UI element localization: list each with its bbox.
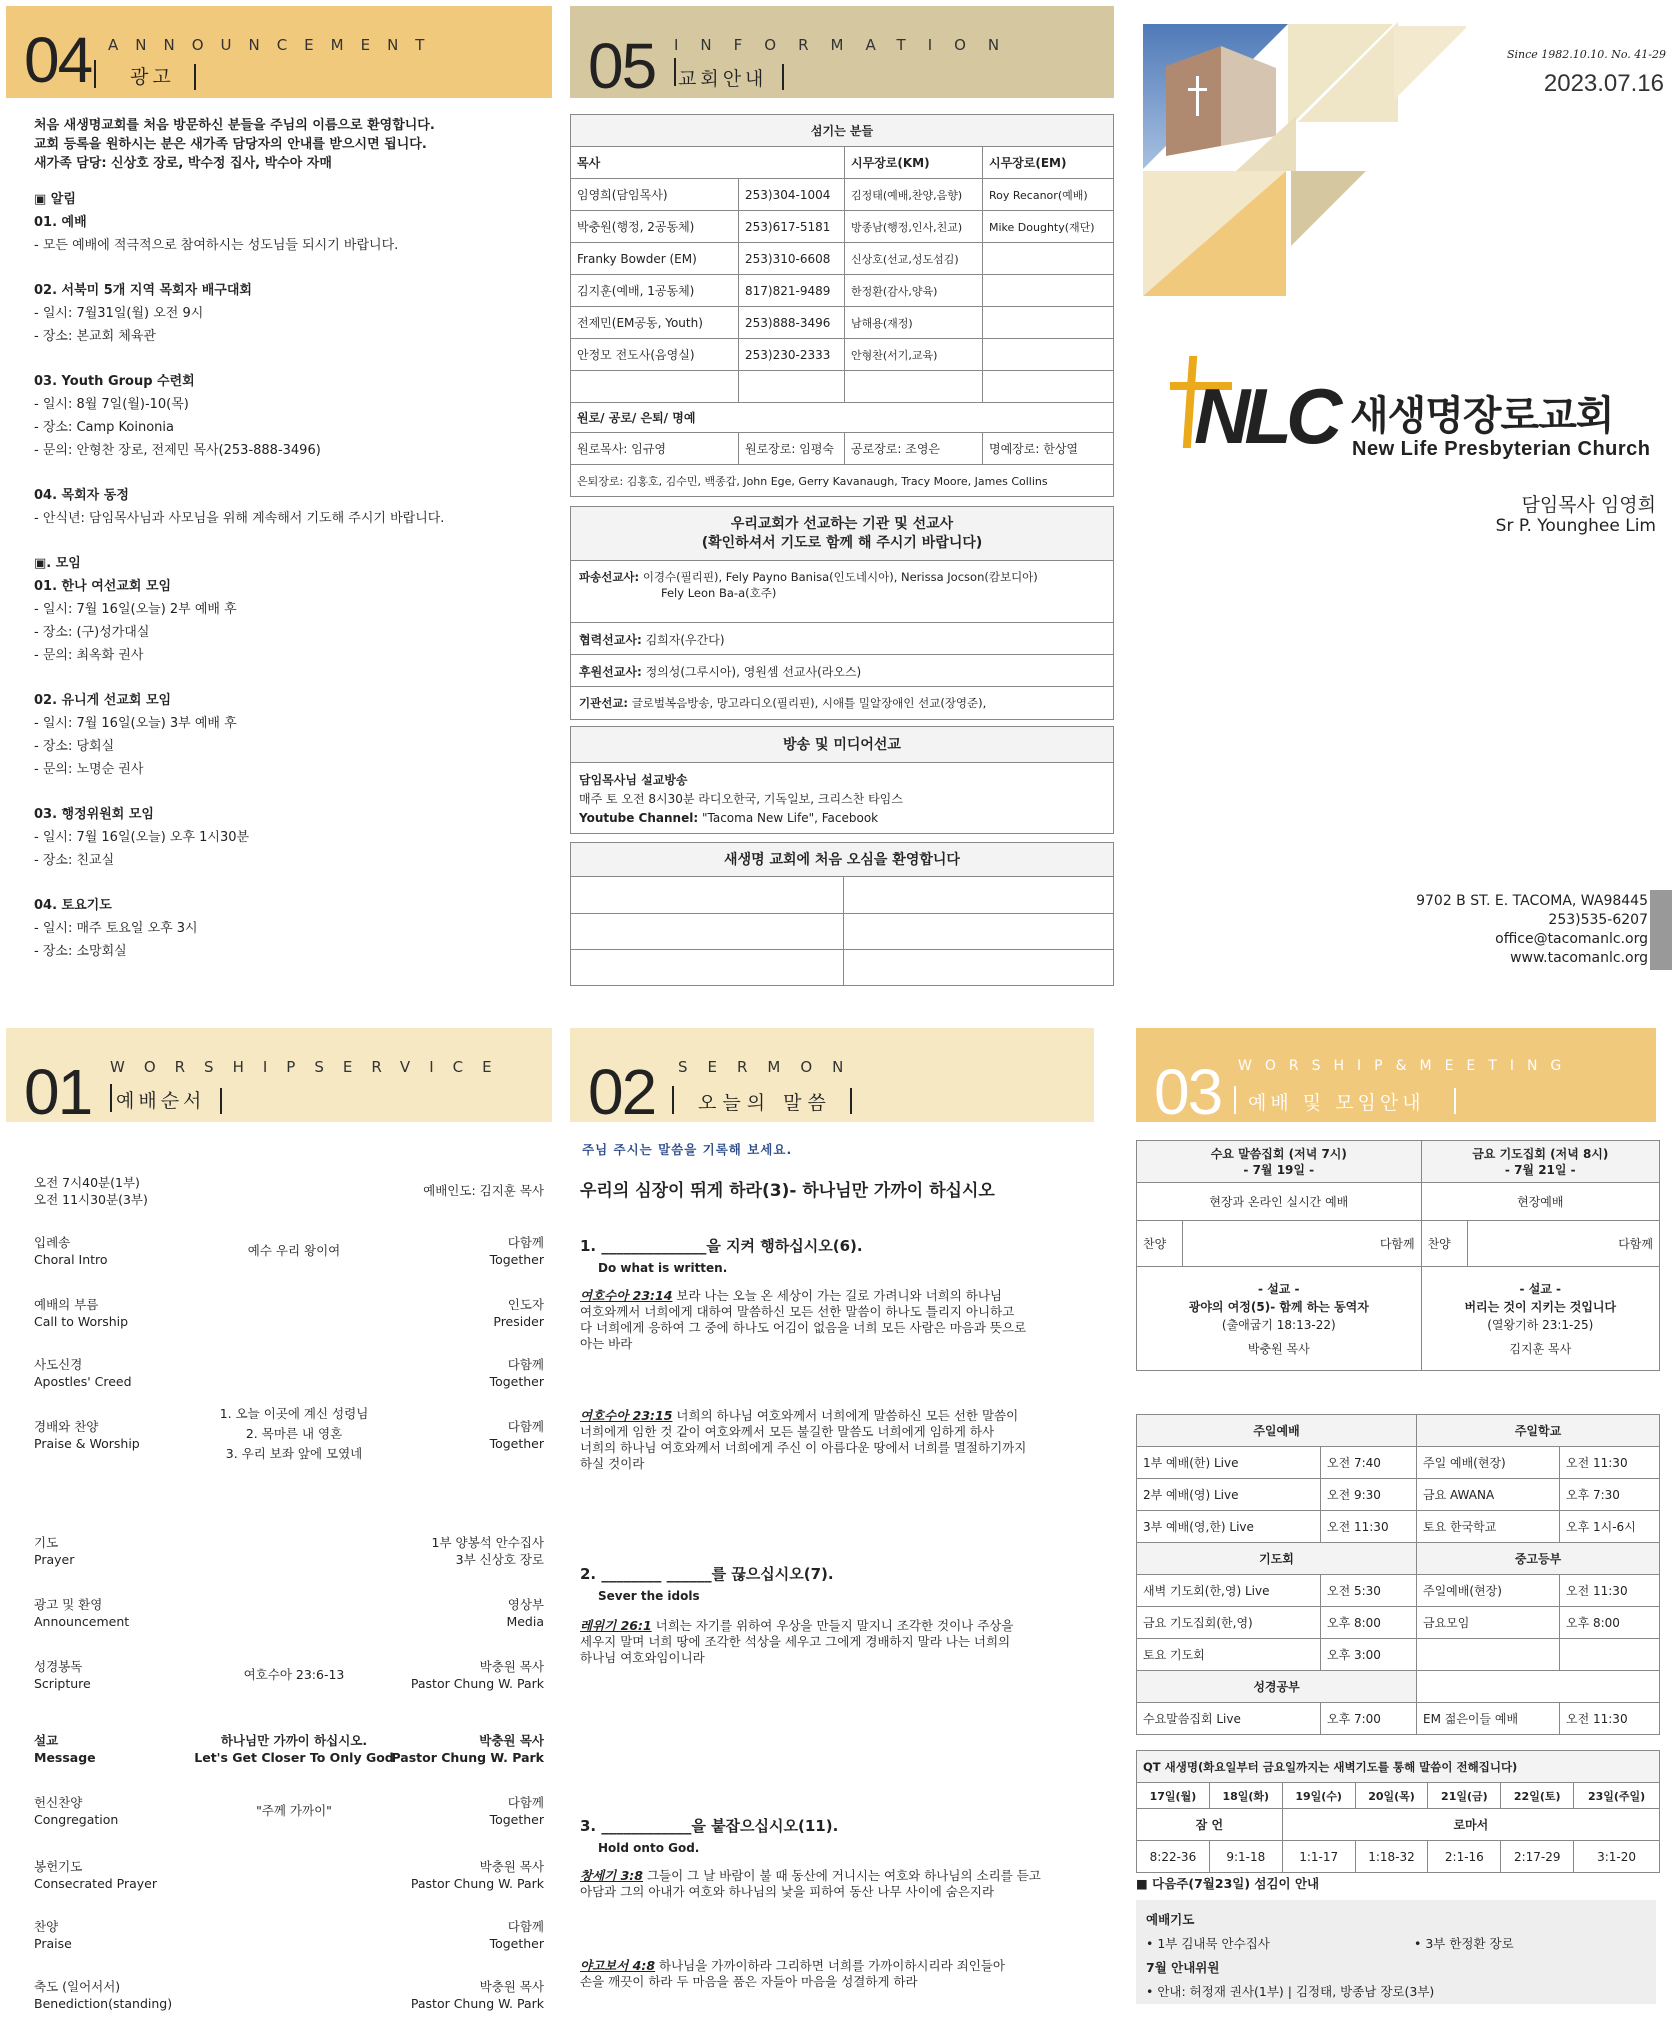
staff-cell: 임영희(담임목사) (571, 179, 739, 211)
item-kor: 입례송 (34, 1235, 71, 1250)
section-kor-title: 예배순서 (116, 1090, 206, 1112)
staff-cell: 253)617-5181 (739, 211, 845, 243)
notice-title: 03. 행정위원회 모임 (34, 807, 154, 822)
verse-ref: 여호수아 23:15 (580, 1408, 673, 1423)
notice-line: - 일시: 8월 7일(월)-10(목) (34, 397, 189, 412)
item-eng: Announcement (34, 1614, 130, 1629)
item-detail: "주께 가까이" (256, 1803, 332, 1818)
church-address: 9702 B ST. E. TACOMA, WA98445 253)535-6207 office@tacomanlc.org www.tacomanlc.org (1416, 893, 1648, 966)
verse-text: 보라 나는 오늘 온 세상이 가는 길로 가려니와 너희의 하나님 (672, 1288, 1002, 1303)
item-leader-eng: Together (489, 1436, 544, 1451)
staff-cell: 방종남(행정,인사,친교) (845, 211, 983, 243)
notice-title: 01. 예배 (34, 215, 87, 230)
staff-cell: Mike Doughty(재단) (983, 211, 1114, 243)
verse-text: 너희의 하나님 여호와께서 너희에게 말씀하신 모든 선한 말씀이 (672, 1408, 1019, 1423)
schedule-cell: EM 젊은이들 예배 (1417, 1703, 1560, 1735)
scripture-verse (580, 1408, 1095, 1472)
sermon-point: 2. ________ ______를 끊으십시오(7). (580, 1565, 834, 1583)
staff-cell: 253)310-6608 (739, 243, 845, 275)
bulletin-date: 2023.07.16 (1543, 70, 1664, 97)
staff-cell: Franky Bowder (EM) (571, 243, 739, 275)
staff-row (571, 243, 1114, 275)
meeting-panel (1136, 1028, 1676, 2036)
item-leader: 1부 양봉석 안수집사 (431, 1535, 544, 1550)
staff-table: 섬기는 분들 목사 시무장로(KM) 시무장로(EM) 임영희(담임목사) 253)304-1004 김정태(예배,찬양,음향) Roy Recanor(예배) 박충원(행정, 2공동체) 253)617-5181 방종남(행정,인사,친교) Mike Doughty(재단) Franky Bowder (EM) 253)310-6608 신상호(선교,성도섬김) 김지훈(예배, 1공동체) 817)821-9489 한정환(감사,양육) 전제민(EM공동, Youth) 253)888-3496 남해용(재정) 안정모 전도사(음영실) 253)230-2333 안형찬(서기,교육) 원로/ 공로/ 은퇴/ 명예 원로목사: 임규영 원로장로: 임평숙 공로장로: 조영은 명예장로: 한상열 은퇴장로: 김홍호, 김수민, 백종갑, John Ege, Gerry Kavanaugh, Tracy Moore, James Collins (570, 114, 1114, 497)
sermon-point-eng: Do what is written. (598, 1261, 728, 1275)
notice-line: - 일시: 7월31일(월) 오전 9시 (34, 306, 204, 321)
verse-text: 그들이 그 날 바람이 불 때 동산에 거니시는 여호와 하나님의 소리를 듣고 (642, 1868, 1041, 1883)
verse-text: 손을 깨끗이 하라 두 마음을 품은 자들아 마음을 성결하게 하라 (580, 1974, 918, 1989)
schedule-row (1137, 1607, 1660, 1639)
staff-cell: Roy Recanor(예배) (983, 179, 1114, 211)
staff-cell (983, 275, 1114, 307)
announcement-panel (6, 6, 552, 1004)
staff-cell: 전제민(EM공동, Youth) (571, 307, 739, 339)
notice-line: - 모든 예배에 적극적으로 참여하시는 성도님들 되시기 바랍니다. (34, 238, 399, 253)
qt-refs-row (1137, 1841, 1660, 1873)
schedule-row (1137, 1447, 1660, 1479)
schedule-header-row: 주일예배 주일학교 (1137, 1415, 1660, 1447)
item-eng: Message (34, 1750, 96, 1765)
notice-line: - 안식년: 담임목사님과 사모님을 위해 계속해서 기도해 주시기 바랍니다. (34, 511, 445, 526)
schedule-cell: 금요 기도집회(한,영) (1137, 1607, 1321, 1639)
qt-day: 20일(목) (1355, 1783, 1428, 1809)
section-header (6, 1028, 552, 1128)
item-leader: 영상부 (507, 1597, 544, 1612)
schedule-cell: 금요모임 (1417, 1607, 1560, 1639)
schedule-cell: 오후 3:00 (1321, 1639, 1417, 1671)
notice-list (34, 188, 444, 963)
schedule-cell: 오전 9:30 (1321, 1479, 1417, 1511)
item-leader: 다함께 (507, 1419, 544, 1434)
staff-row (571, 179, 1114, 211)
verse-ref: 야고보서 4:8 (580, 1958, 656, 1973)
schedule-cell: 오전 11:30 (1560, 1447, 1660, 1479)
verse-text: 하실 것이라 (580, 1456, 645, 1471)
section-kor-title: 예배 및 모임안내 (1248, 1092, 1425, 1114)
notice-line: - 장소: 당회실 (34, 739, 115, 754)
section-eng-title: ANNOUNCEMENT (108, 36, 442, 54)
staff-cell: 남해용(재정) (845, 307, 983, 339)
item-leader-eng: Presider (493, 1314, 544, 1329)
schedule-row (1137, 1511, 1660, 1543)
item-detail: 3. 우리 보좌 앞에 모였네 (225, 1446, 363, 1461)
staff-cell: 김지훈(예배, 1공동체) (571, 275, 739, 307)
welcome-text: 처음 새생명교회를 처음 방문하신 분들을 주님의 이름으로 환영합니다. 교회 등록을 원하시는 분은 새가족 담당자의 안내를 받으시면 됩니다. 새가족 담당: 신상호 장로, 박수정 집사, 박수아 자매 (34, 118, 435, 171)
schedule-cell: 토요 기도회 (1137, 1639, 1321, 1671)
section-eng-title: INFORMATION (674, 36, 1022, 54)
item-leader-eng: Pastor Chung W. Park (410, 1676, 544, 1691)
sermon-panel (570, 1028, 1100, 2036)
qt-ref: 2:1-16 (1428, 1841, 1501, 1873)
qt-day: 19일(수) (1282, 1783, 1355, 1809)
section-label: ▣. 모임 (34, 556, 81, 571)
welcome-box: 새생명 교회에 처음 오심을 환영합니다 (570, 842, 1114, 986)
staff-cell (983, 243, 1114, 275)
notice-line: - 문의: 노명순 권사 (34, 762, 144, 777)
verse-text: 하나님 여호와임이니라 (580, 1650, 705, 1665)
item-kor: 헌신찬양 (34, 1795, 83, 1810)
item-leader: 박충원 목사 (479, 1659, 544, 1674)
item-leader-eng: 3부 신상호 장로 (455, 1552, 544, 1567)
scripture-verse (580, 1868, 1095, 1900)
verse-ref: 레위기 26:1 (580, 1618, 652, 1633)
schedule-cell: 수요말씀집회 Live (1137, 1703, 1321, 1735)
item-leader-eng: Together (489, 1936, 544, 1951)
schedule-cell: 3부 예배(영,한) Live (1137, 1511, 1321, 1543)
item-eng: Consecrated Prayer (34, 1876, 158, 1891)
notice-line: - 일시: 7월 16일(오늘) 2부 예배 후 (34, 602, 237, 617)
verse-ref: 창세기 3:8 (580, 1868, 643, 1883)
qt-ref: 1:18-32 (1355, 1841, 1428, 1873)
sermon-point: 1. ______________을 지켜 행하십시오(6). (580, 1237, 863, 1255)
verse-text: 너희는 자기를 위하여 우상을 만들지 말지니 조각한 것이나 주상을 (651, 1618, 1014, 1633)
staff-row (571, 211, 1114, 243)
notice-line: - 장소: 친교실 (34, 853, 115, 868)
schedule-cell: 오후 7:00 (1321, 1703, 1417, 1735)
staff-cell: 안정모 전도사(음영실) (571, 339, 739, 371)
sermon-intro: 주님 주시는 말씀을 기록해 보세요. (582, 1142, 793, 1157)
verse-text: 너희의 하나님 여호와께서 너희에게 주신 이 아름다운 땅에서 너희를 멸절하기까지 (580, 1440, 1027, 1455)
media-box: 방송 및 미디어선교 담임목사님 설교방송 매주 토 오전 8시30분 라디오한국, 기독일보, 크리스찬 타임스 Youtube Channel: "Tacoma New Life", Facebook (570, 726, 1114, 834)
notice-line: - 문의: 최옥화 권사 (34, 648, 144, 663)
section-kor-title: 교회안내 (678, 68, 768, 90)
schedule-cell: 금요 AWANA (1417, 1479, 1560, 1511)
qt-table: QT 새생명(화요일부터 금요일까지는 새벽기도를 통해 말씀이 전해집니다) 17일(월) 18일(화) 19일(수) 20일(목) 21일(금) 22일(토) 23일(주일) 잠 언 로마서 8:22-36 9:1-18 1:1-17 1:18-32 2:1-16 2:17-29 3:1-20 (1136, 1750, 1660, 1873)
item-kor: 설교 (34, 1733, 59, 1748)
item-detail: 여호수아 23:6-13 (243, 1667, 345, 1682)
notice-title: 01. 한나 여선교회 모임 (34, 579, 172, 594)
item-eng: Congregation (34, 1812, 119, 1827)
schedule-cell: 오전 11:30 (1560, 1575, 1660, 1607)
church-logo (1170, 356, 1670, 486)
scripture-verse (580, 1288, 1095, 1352)
section-kor-title: 광고 (130, 66, 175, 88)
sermon-point: 3. ____________을 붙잡으십시오(11). (580, 1817, 839, 1835)
cover-graphic (1136, 6, 1466, 306)
missions-box: 우리교회가 선교하는 기관 및 선교사 (확인하셔서 기도로 함께 해 주시기 바랍니다) 파송선교사: 이경수(필리핀), Fely Payno Banisa(인도네시아), Nerissa Jocson(캄보디아) Fely Leon Ba-a(호주) 협력선교사: 김희자(우간다) 후원선교사: 정의성(그루시아), 영원셈 선교사(라오스) 기관선교: 글로벌복음방송, 망고라디오(필리핀), 시애틀 밀알장애인 선교(장영준), (570, 506, 1114, 720)
notice-line: - 일시: 7월 16일(오늘) 3부 예배 후 (34, 716, 237, 731)
cover-panel (1136, 6, 1676, 996)
schedule-cell: 오전 11:30 (1560, 1703, 1660, 1735)
notice-title: 02. 서북미 5개 지역 목회자 배구대회 (34, 283, 252, 298)
schedule-row (1137, 1575, 1660, 1607)
item-leader-eng: Together (489, 1252, 544, 1267)
staff-cell: 박충원(행정, 2공동체) (571, 211, 739, 243)
schedule-cell (1560, 1639, 1660, 1671)
item-detail: 2. 목마른 내 영혼 (245, 1426, 343, 1441)
item-leader: 다함께 (507, 1235, 544, 1250)
since-text: Since 1982.10.10. No. 41-29 (1506, 48, 1666, 61)
notice-line: - 일시: 매주 토요일 오후 3시 (34, 921, 198, 936)
staff-row (571, 307, 1114, 339)
church-name-eng: New Life Presbyterian Church (1352, 438, 1651, 460)
church-name-kor: 새생명장로교회 (1350, 393, 1614, 439)
schedule-cell: 주일예배(현장) (1417, 1575, 1560, 1607)
item-kor: 예배의 부름 (34, 1297, 99, 1312)
staff-cell: 김정태(예배,찬양,음향) (845, 179, 983, 211)
item-leader-eng: Pastor Chung W. Park (410, 1996, 544, 2011)
item-leader: 박충원 목사 (479, 1733, 544, 1748)
notice-line: - 장소: 본교회 체육관 (34, 329, 156, 344)
item-leader: 다함께 (507, 1919, 544, 1934)
verse-text: 아는 바라 (580, 1336, 633, 1351)
sermon-point-eng: Hold onto God. (598, 1841, 700, 1855)
item-leader: 다함께 (507, 1357, 544, 1372)
item-eng: Benediction(standing) (34, 1996, 173, 2011)
item-kor: 기도 (34, 1535, 59, 1550)
notice-title: 04. 토요기도 (34, 898, 112, 913)
scripture-verse (580, 1618, 1095, 1666)
item-leader: 다함께 (507, 1795, 544, 1810)
item-leader-eng: Media (506, 1614, 544, 1629)
staff-cell: 한정환(감사,양육) (845, 275, 983, 307)
weekly-schedule-table: 주일예배 주일학교 1부 예배(한) Live 오전 7:40 주일 예배(현장) 오전 11:30 2부 예배(영) Live 오전 9:30 금요 AWANA 오후 7:30 3부 예배(영,한) Live 오전 11:30 토요 한국학교 오후 1시-6시 기도회 중고등부 새벽 기도회(한,영) Live 오전 5:30 주일예배(현장) 오전 11:30 금요 기도집회(한,영) 오후 8:00 금요모임 오후 8:00 토요 기도회 오후 3:00 성경공부 수요말씀집회 Live 오후 7:00 EM 젊은이들 예배 오전 11:30 (1136, 1414, 1660, 1735)
staff-cell (983, 307, 1114, 339)
item-leader-eng: Together (489, 1812, 544, 1827)
item-kor: 광고 및 환영 (34, 1597, 103, 1612)
item-leader-eng: Pastor Chung W. Park (410, 1876, 544, 1891)
worship-panel: 01 WORSHIPSERVICE 예배순서 오전 7시40분(1부) 오전 11시30분(3부) 예배인도: 김지훈 목사 입례송 Choral Intro 예수 우리 왕이여 다함께 Together 예배의 부름 Call to Worship 인도자 Presider 사도신경 Apostles' Creed 다함께 Together 경배와 찬양 Praise & Worship 1. 오늘 이곳에 계신 성령님 2. 목마른 내 영혼 3. 우리 보좌 앞에 모였네 다함께 Together 기도 Prayer 1부 양봉석 안수집사 3부 신상호 장로 광고 및 환영 Announcement 영상부 Media 성경봉독 Scripture 여호수아 23:6-13 박충원 목사 Pastor Chung W. Park 설교 Message 하나님만 가까이 하십시오. Let's Get Closer To Only God 박충원 목사 Pastor Chung W. Park 헌신찬양 Congregation "주께 가까이" 다함께 Together 봉헌기도 Consecrated Prayer 박충원 목사 Pastor Chung W. Park 찬양 Praise 다함께 Together 축도 (일어서서) Benediction(standing) 박충원 목사 Pastor Chung W. Park (6, 1028, 552, 2036)
notice-line: - 장소: (구)성가대실 (34, 625, 150, 640)
item-kor: 사도신경 (34, 1357, 83, 1372)
item-kor: 경배와 찬양 (34, 1419, 99, 1434)
schedule-cell: 오전 11:30 (1321, 1511, 1417, 1543)
staff-cell: 신상호(선교,성도섬김) (845, 243, 983, 275)
verse-ref: 여호수아 23:14 (580, 1288, 673, 1303)
staff-title: 섬기는 분들 (571, 115, 1114, 147)
schedule-cell: 2부 예배(영) Live (1137, 1479, 1321, 1511)
item-leader: 박충원 목사 (479, 1979, 544, 1994)
staff-cell (983, 339, 1114, 371)
logo-letters: NLC (1194, 372, 1337, 460)
item-kor: 성경봉독 (34, 1659, 83, 1674)
qt-day: 17일(월) (1137, 1783, 1210, 1809)
staff-cell: 253)304-1004 (739, 179, 845, 211)
section-number: 02 (588, 1056, 656, 1128)
pastor-eng: Sr P. Younghee Lim (1495, 516, 1656, 536)
item-leader: 박충원 목사 (479, 1859, 544, 1874)
item-detail: 1. 오늘 이곳에 계신 성령님 (219, 1406, 369, 1421)
section-eng-title: WORSHIPSERVICE (110, 1058, 511, 1076)
qt-ref: 8:22-36 (1137, 1841, 1210, 1873)
item-eng: Praise & Worship (34, 1436, 140, 1451)
section-header (6, 6, 552, 98)
notice-title: 04. 목회자 동정 (34, 488, 129, 503)
item-detail: 하나님만 가까이 하십시오. (220, 1733, 368, 1748)
schedule-row (1137, 1479, 1660, 1511)
section-number: 01 (24, 1056, 92, 1128)
item-leader-eng: Together (489, 1374, 544, 1389)
item-eng: Prayer (34, 1552, 75, 1567)
section-number: 05 (588, 30, 656, 102)
schedule-cell: 오후 1시-6시 (1560, 1511, 1660, 1543)
notice-line: - 장소: 소망회실 (34, 944, 127, 959)
section-number: 03 (1154, 1056, 1222, 1128)
next-week-box: 예배기도 • 1부 김내묵 안수집사 • 3부 한정환 장로 7월 안내위원 • 안내: 허정재 권사(1부) | 김정태, 방종남 장로(3부) (1136, 1900, 1656, 2004)
staff-row (571, 275, 1114, 307)
verse-text: 아담과 그의 아내가 여호와 하나님의 낯을 피하여 동산 나무 사이에 숨은지라 (580, 1884, 995, 1899)
verse-text: 너희에게 임한 것 같이 여호와께서 모든 불길한 말씀도 너희에게 임하게 하사 (580, 1424, 995, 1439)
schedule-header-row: 기도회 중고등부 (1137, 1543, 1660, 1575)
qt-ref: 1:1-17 (1282, 1841, 1355, 1873)
next-week-label: ■ 다음주(7월23일) 섬김이 안내 (1136, 1876, 1320, 1891)
staff-cell: 안형찬(서기,교육) (845, 339, 983, 371)
section-header (570, 6, 1114, 102)
qt-ref: 2:17-29 (1501, 1841, 1574, 1873)
item-eng: Call to Worship (34, 1314, 129, 1329)
section-eng-title: WORSHIP&MEETING (1238, 1058, 1575, 1074)
item-eng: Choral Intro (34, 1252, 108, 1267)
section-number: 04 (24, 24, 92, 96)
section-header (1136, 1028, 1656, 1128)
qt-day: 21일(금) (1428, 1783, 1501, 1809)
notice-line: - 일시: 7월 16일(오늘) 오후 1시30분 (34, 830, 250, 845)
staff-cell: 253)888-3496 (739, 307, 845, 339)
item-kor: 봉헌기도 (34, 1859, 83, 1874)
staff-cell: 817)821-9489 (739, 275, 845, 307)
notice-title: 03. Youth Group 수련회 (34, 374, 195, 389)
qt-days-row (1137, 1783, 1660, 1809)
schedule-row (1137, 1703, 1660, 1735)
qt-ref: 9:1-18 (1209, 1841, 1282, 1873)
sermon-title: 우리의 심장이 뛰게 하라(3)- 하나님만 가까이 하십시오 (580, 1181, 995, 1201)
schedule-cell (1417, 1639, 1560, 1671)
schedule-row (1137, 1639, 1660, 1671)
verse-text: 여호와께서 너희에게 대하여 말씀하신 모든 선한 말씀이 하나도 틀리지 아니하고 (580, 1304, 1015, 1319)
schedule-cell: 1부 예배(한) Live (1137, 1447, 1321, 1479)
staff-row (571, 339, 1114, 371)
qt-day: 18일(화) (1209, 1783, 1282, 1809)
item-leader-eng: Pastor Chung W. Park (391, 1750, 544, 1765)
section-eng-title: SERMON (678, 1058, 864, 1076)
verse-text: 다 너희에게 응하여 그 중에 하나도 어김이 없음을 너희 모든 사람은 마음과 뜻으로 (580, 1320, 1027, 1335)
notice-line: - 문의: 안형찬 장로, 전제민 목사(253-888-3496) (34, 443, 321, 458)
qt-day: 23일(주일) (1574, 1783, 1660, 1809)
schedule-cell: 토요 한국학교 (1417, 1511, 1560, 1543)
staff-cell: 253)230-2333 (739, 339, 845, 371)
verse-text: 하나님을 가까이하라 그리하면 너희를 가까이하시리라 죄인들아 (655, 1958, 1005, 1973)
item-eng: Praise (34, 1936, 72, 1951)
scripture-verse (580, 1958, 1095, 1990)
sermon-point-eng: Sever the idols (598, 1589, 700, 1603)
midweek-table: 수요 말씀집회 (저녁 7시) - 7월 19일 - 금요 기도집회 (저녁 8시) - 7월 21일 - 현장과 온라인 실시간 예배 현장예배 찬양 다함께 찬양 다함께 - 설교 - 광야의 여정(5)- 함께 하는 동역자 (출애굽기 18:13-22) 박충원 목사 - 설교 - 버리는 것이 지키는 것입니다 (열왕기하 23:1-25) 김지훈 목사 (1136, 1140, 1660, 1371)
notice-line: - 장소: Camp Koinonia (34, 420, 174, 435)
pastor-kor: 담임목사 임영희 (1521, 494, 1656, 516)
schedule-cell: 오전 5:30 (1321, 1575, 1417, 1607)
schedule-cell: 새벽 기도회(한,영) Live (1137, 1575, 1321, 1607)
schedule-cell: 오전 7:40 (1321, 1447, 1417, 1479)
item-kor: 찬양 (34, 1919, 59, 1934)
item-eng: Scripture (34, 1676, 91, 1691)
section-header (570, 1028, 1094, 1128)
item-kor: 축도 (일어서서) (34, 1979, 121, 1994)
section-label: ▣ 알림 (34, 192, 76, 207)
qt-ref: 3:1-20 (1574, 1841, 1660, 1873)
verse-text: 세우지 말며 너희 땅에 조각한 석상을 세우고 그에게 경배하지 말라 나는 너희의 (580, 1634, 1011, 1649)
item-leader: 인도자 (507, 1297, 544, 1312)
schedule-cell: 오후 8:00 (1560, 1607, 1660, 1639)
schedule-cell: 오후 7:30 (1560, 1479, 1660, 1511)
item-detail: 예수 우리 왕이여 (247, 1243, 341, 1258)
schedule-cell: 오후 8:00 (1321, 1607, 1417, 1639)
item-detail: Let's Get Closer To Only God (194, 1750, 394, 1765)
notice-title: 02. 유니게 선교회 모임 (34, 693, 172, 708)
item-eng: Apostles' Creed (34, 1374, 132, 1389)
qt-day: 22일(토) (1501, 1783, 1574, 1809)
section-kor-title: 오늘의 말씀 (698, 1092, 832, 1114)
information-panel (570, 6, 1118, 996)
schedule-cell: 주일 예배(현장) (1417, 1447, 1560, 1479)
